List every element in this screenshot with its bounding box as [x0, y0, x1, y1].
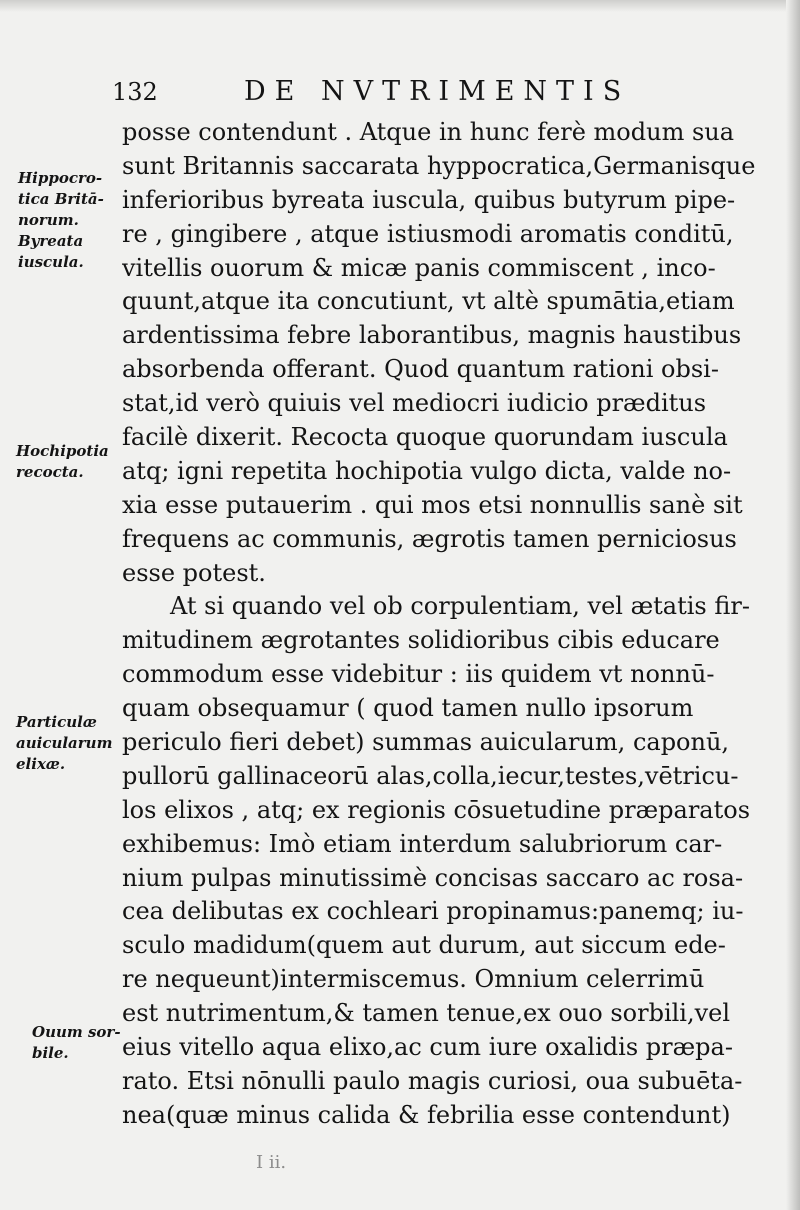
margin-note-line: Hochipotia: [16, 442, 109, 460]
text-line: sunt Britannis saccarata hyppocratica,Germanisque: [122, 151, 756, 180]
text-line: nium pulpas minutissimè concisas saccaro ac rosa-: [122, 863, 744, 892]
text-line: re , gingibere , atque istiusmodi aromatis conditū,: [122, 219, 734, 248]
text-line: facilè dixerit. Recocta quoque quorundam iuscula: [122, 423, 728, 452]
margin-note-line: Particulæ: [16, 713, 97, 731]
margin-note-line: recocta.: [16, 463, 84, 481]
text-line: cea delibutas ex cochleari propinamus:panemq; iu-: [122, 897, 744, 926]
margin-note-line: auicularum: [16, 734, 113, 752]
margin-note-particulae: [16, 712, 112, 775]
margin-note-line: bile.: [32, 1044, 69, 1062]
page-number: 132: [112, 78, 158, 106]
text-line: quam obsequamur ( quod tamen nullo ipsorum: [122, 694, 694, 723]
text-line: posse contendunt . Atque in hunc ferè modum sua: [122, 118, 735, 146]
margin-note-line: norum.: [18, 211, 79, 229]
text-line: los elixos , atq; ex regionis cōsuetudine præparatos: [122, 795, 751, 824]
text-line: atq; igni repetita hochipotia vulgo dicta, valde no-: [122, 456, 732, 485]
text-line: xia esse putauerim . qui mos etsi nonnullis sanè sit: [122, 490, 743, 519]
margin-note-hochipotia: [16, 441, 109, 483]
text-line: mitudinem ægrotantes solidioribus cibis educare: [122, 626, 720, 655]
text-line: nea(quæ minus calida & febrilia esse contendunt): [122, 1100, 731, 1129]
text-line: est nutrimentum,& tamen tenue,ex ouo sorbili,vel: [122, 999, 731, 1028]
margin-note-hippocratica: [18, 168, 104, 273]
page-right-shadow: [786, 0, 800, 1210]
text-line: inferioribus byreata iuscula, quibus butyrum pipe-: [122, 185, 736, 214]
margin-note-line: Hippocro-: [18, 169, 103, 187]
text-line: exhibemus: Imò etiam interdum salubriorum car-: [122, 829, 723, 858]
text-line: frequens ac communis, ægrotis tamen perniciosus: [122, 524, 737, 553]
body-text: [122, 116, 782, 1133]
signature-mark: I ii.: [256, 1152, 287, 1173]
text-line: quunt,atque ita concutiunt, vt altè spumātia,etiam: [122, 287, 735, 316]
page-header: [0, 72, 800, 112]
text-line: ardentissima febre laborantibus, magnis haustibus: [122, 321, 742, 350]
text-line: esse potest.: [122, 558, 266, 587]
margin-note-ouum: [32, 1022, 121, 1064]
running-title: DE NVTRIMENTIS: [244, 76, 631, 107]
margin-note-line: elixæ.: [16, 755, 66, 773]
margin-note-line: Ouum sor-: [32, 1023, 121, 1041]
margin-note-line: iuscula.: [18, 253, 84, 271]
text-line: commodum esse videbitur : iis quidem vt nonnū-: [122, 660, 715, 689]
page-top-shadow: [0, 0, 800, 12]
text-line: rato. Etsi nōnulli paulo magis curiosi, oua subuēta-: [122, 1066, 743, 1095]
text-line: pullorū gallinaceorū alas,colla,iecur,testes,vētricu-: [122, 761, 739, 790]
margin-note-line: tica Britā-: [18, 190, 104, 208]
text-line: stat,id verò quiuis vel mediocri iudicio præditus: [122, 389, 707, 418]
text-line: eius vitello aqua elixo,ac cum iure oxalidis præpa-: [122, 1033, 733, 1062]
text-line: periculo fieri debet) summas auicularum, caponū,: [122, 728, 730, 757]
text-line: absorbenda offerant. Quod quantum rationi obsi-: [122, 355, 719, 384]
text-line: vitellis ouorum & micæ panis commiscent , inco-: [122, 253, 716, 282]
text-line: re nequeunt)intermiscemus. Omnium celerrimū: [122, 965, 705, 994]
text-line: sculo madidum(quem aut durum, aut siccum ede-: [122, 931, 726, 960]
margin-note-line: Byreata: [18, 232, 84, 250]
paragraph-first-line: At si quando vel ob corpulentiam, vel ætatis fir-: [170, 592, 750, 621]
